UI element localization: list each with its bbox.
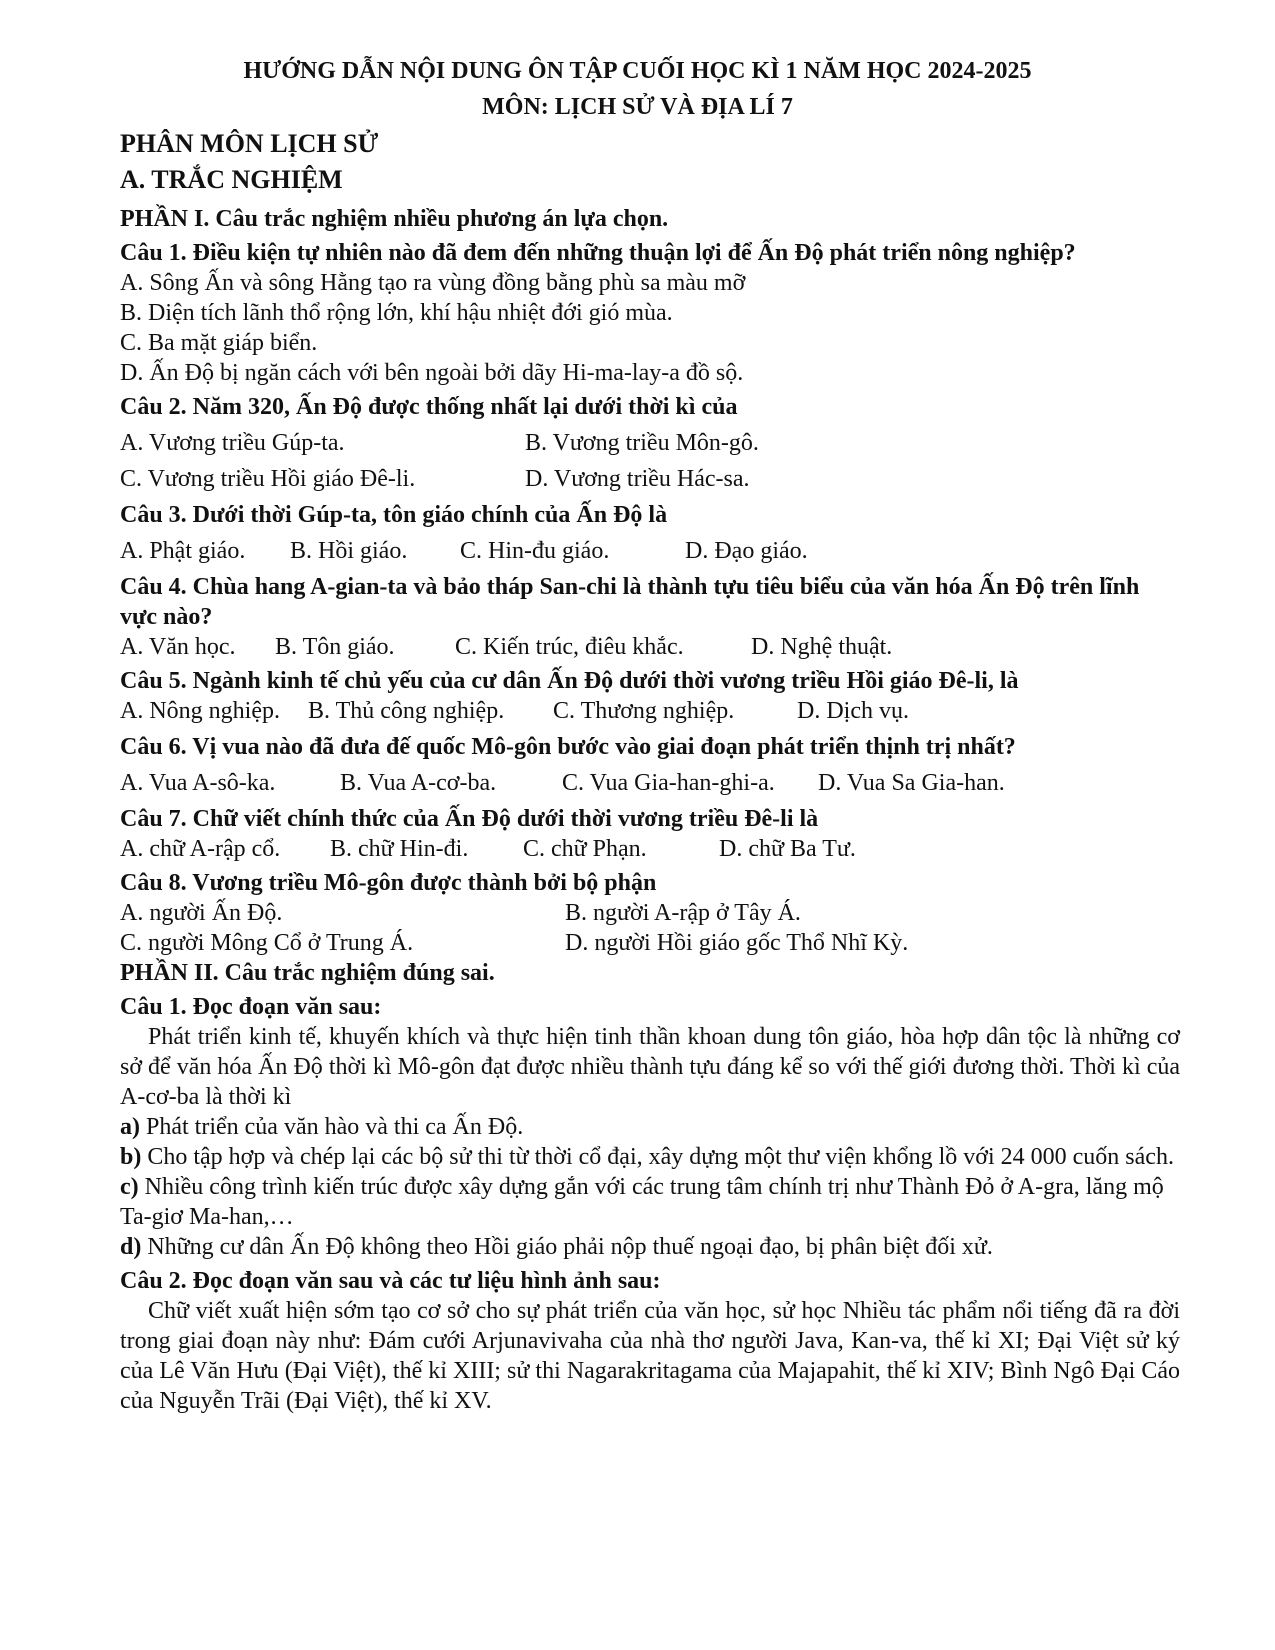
tf1-statement-a: [120, 1112, 1180, 1142]
q2-option-c: C. Vương triều Hồi giáo Đê-li.: [120, 466, 416, 492]
q8-option-a: A. người Ấn Độ.: [120, 900, 283, 926]
q7-option-d: D. chữ Ba Tư.: [719, 836, 856, 862]
document-title: HƯỚNG DẪN NỘI DUNG ÔN TẬP CUỐI HỌC KÌ 1 NĂM HỌC 2024-2025: [243, 58, 1032, 84]
question-1: Câu 1. Điều kiện tự nhiên nào đã đem đến những thuận lợi để Ấn Độ phát triển nông nghiệp?: [120, 240, 1076, 266]
q7-options: [120, 834, 1180, 864]
part2-heading: PHẦN II. Câu trắc nghiệm đúng sai.: [120, 960, 495, 986]
tf1-statement-d: [120, 1232, 1180, 1262]
q8-options-row-2: [120, 928, 1180, 958]
part-a-heading: A. TRẮC NGHIỆM: [120, 165, 343, 194]
q3-option-c: C. Hin-đu giáo.: [460, 538, 610, 564]
tf-question-2: Câu 2. Đọc đoạn văn sau và các tư liệu hình ảnh sau:: [120, 1268, 661, 1294]
tf1-c-label: c): [120, 1174, 139, 1200]
section-heading: PHÂN MÔN LỊCH SỬ: [120, 129, 379, 158]
q2-option-a: A. Vương triều Gúp-ta.: [120, 430, 345, 456]
q2-option-d: D. Vương triều Hác-sa.: [525, 466, 750, 492]
q6-option-a: A. Vua A-sô-ka.: [120, 770, 276, 796]
tf1-c-text: Nhiều công trình kiến trúc được xây dựng gắn với các trung tâm chính trị như Thành Đỏ ở A-gra, lăng mộ Ta-giơ Ma-han,…: [120, 1174, 1164, 1230]
q8-option-d: D. người Hồi giáo gốc Thổ Nhĩ Kỳ.: [565, 930, 909, 956]
question-5: Câu 5. Ngành kinh tế chủ yếu của cư dân Ấn Độ dưới thời vương triều Hồi giáo Đê-li, là: [120, 668, 1019, 694]
q7-option-c: C. chữ Phạn.: [523, 836, 647, 862]
q2-options-row-2: [120, 464, 1180, 494]
q1-option-d: D. Ấn Độ bị ngăn cách với bên ngoài bởi dãy Hi-ma-lay-a đồ sộ.: [120, 360, 744, 386]
q5-option-a: A. Nông nghiệp.: [120, 698, 280, 724]
question-3: Câu 3. Dưới thời Gúp-ta, tôn giáo chính của Ấn Độ là: [120, 502, 668, 528]
part1-heading: PHẦN I. Câu trắc nghiệm nhiều phương án lựa chọn.: [120, 206, 669, 232]
q4-option-c: C. Kiến trúc, điêu khắc.: [455, 634, 684, 660]
tf1-statement-b: [120, 1142, 1180, 1172]
q7-option-a: A. chữ A-rập cổ.: [120, 836, 281, 862]
q6-options: [120, 768, 1180, 798]
q2-option-b: B. Vương triều Môn-gô.: [525, 430, 759, 456]
tf1-d-text: Những cư dân Ấn Độ không theo Hồi giáo phải nộp thuế ngoại đạo, bị phân biệt đối xử.: [141, 1234, 993, 1260]
question-4: Câu 4. Chùa hang A-gian-ta và bảo tháp San-chi là thành tựu tiêu biểu của văn hóa Ấn Độ trên lĩnh vực nào?: [120, 574, 1140, 630]
tf1-b-label: b): [120, 1144, 142, 1170]
tf1-a-text: Phát triển của văn hào và thi ca Ấn Độ.: [140, 1114, 524, 1140]
q3-options: [120, 536, 1180, 566]
document-body: [120, 126, 1180, 1416]
tf1-statement-c: [120, 1172, 1180, 1232]
q5-option-d: D. Dịch vụ.: [797, 698, 909, 724]
q3-option-d: D. Đạo giáo.: [685, 538, 808, 564]
q8-option-b: B. người A-rập ở Tây Á.: [565, 900, 801, 926]
q5-options: [120, 696, 1180, 726]
q1-option-c: C. Ba mặt giáp biển.: [120, 330, 318, 356]
q6-option-b: B. Vua A-cơ-ba.: [340, 770, 497, 796]
tf1-d-label: d): [120, 1234, 142, 1260]
q5-option-b: B. Thủ công nghiệp.: [308, 698, 505, 724]
q4-option-d: D. Nghệ thuật.: [751, 634, 893, 660]
question-7: Câu 7. Chữ viết chính thức của Ấn Độ dưới thời vương triều Đê-li là: [120, 806, 819, 832]
q6-option-d: D. Vua Sa Gia-han.: [818, 770, 1005, 796]
question-6: Câu 6. Vị vua nào đã đưa đế quốc Mô-gôn bước vào giai đoạn phát triển thịnh trị nhất?: [120, 734, 1016, 760]
tf1-a-label: a): [120, 1114, 140, 1140]
subject-title: MÔN: LỊCH SỬ VÀ ĐỊA LÍ 7: [482, 94, 793, 120]
q4-options: [120, 632, 1180, 662]
tf1-passage: Phát triển kinh tế, khuyến khích và thực hiện tinh thần khoan dung tôn giáo, hòa hợp dân tộc là những cơ sở để văn hóa Ấn Độ thời kì Mô-gôn đạt được nhiều thành tựu đáng kể so với thế giới đương thời. Thời kì của A-cơ-ba là thời kì: [120, 1024, 1180, 1110]
q7-option-b: B. chữ Hin-đi.: [330, 836, 469, 862]
tf2-passage: Chữ viết xuất hiện sớm tạo cơ sở cho sự phát triển của văn học, sử học Nhiều tác phẩm nổi tiếng đã ra đời trong giai đoạn này như: Đám cưới Arjunavivaha của nhà thơ người Java, Kan-va, thế kỉ XI; Đại Việt sử ký của Lê Văn Hưu (Đại Việt), thế kỉ XIII; sử thi Nagarakritagama của Majapahit, thế kỉ XIV; Bình Ngô Đại Cáo của Nguyễn Trãi (Đại Việt), thế kỉ XV.: [120, 1298, 1180, 1414]
q6-option-c: C. Vua Gia-han-ghi-a.: [562, 770, 775, 796]
tf1-b-text: Cho tập hợp và chép lại các bộ sử thi từ thời cổ đại, xây dựng một thư viện khổng lồ với 24 000 cuốn sách.: [141, 1144, 1174, 1170]
q3-option-b: B. Hồi giáo.: [290, 538, 408, 564]
q5-option-c: C. Thương nghiệp.: [553, 698, 735, 724]
q1-option-b: B. Diện tích lãnh thổ rộng lớn, khí hậu nhiệt đới gió mùa.: [120, 300, 673, 326]
q8-options-row-1: [120, 898, 1180, 928]
q1-option-a: A. Sông Ấn và sông Hằng tạo ra vùng đồng bằng phù sa màu mỡ: [120, 270, 746, 296]
question-8: Câu 8. Vương triều Mô-gôn được thành bởi bộ phận: [120, 870, 657, 896]
q4-option-a: A. Văn học.: [120, 634, 236, 660]
q2-options-row-1: [120, 428, 1180, 458]
tf-question-1: Câu 1. Đọc đoạn văn sau:: [120, 994, 382, 1020]
q3-option-a: A. Phật giáo.: [120, 538, 246, 564]
question-2: Câu 2. Năm 320, Ấn Độ được thống nhất lại dưới thời kì của: [120, 394, 738, 420]
q4-option-b: B. Tôn giáo.: [275, 634, 395, 660]
q8-option-c: C. người Mông Cổ ở Trung Á.: [120, 930, 414, 956]
